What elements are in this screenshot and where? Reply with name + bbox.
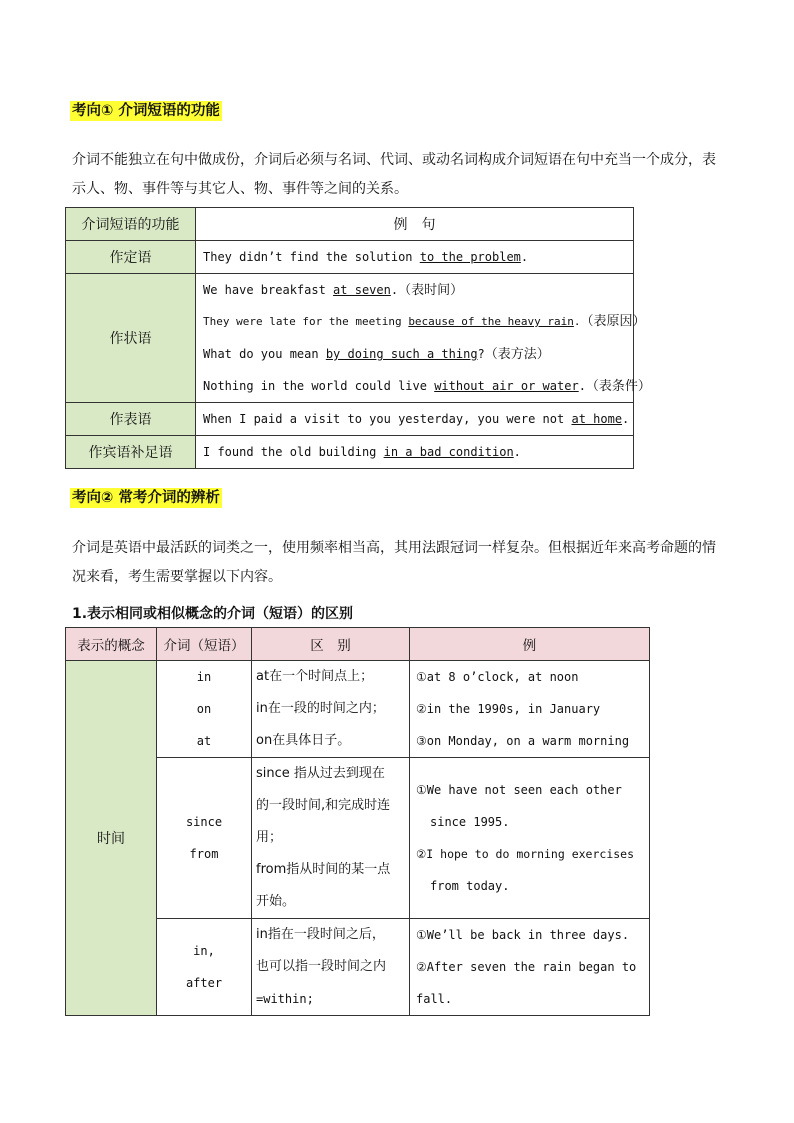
- row-label: 作状语: [66, 274, 196, 403]
- row-examples: [196, 436, 634, 469]
- prep-cell: in on at: [157, 661, 252, 758]
- header-example: 例: [410, 628, 650, 661]
- example-sentence: We have breakfast at seven.（表时间）: [203, 283, 464, 298]
- section-intro-2: [72, 534, 732, 592]
- example-sentence: I found the old building in a bad condition.: [203, 445, 521, 459]
- table-row: [66, 436, 634, 469]
- table-row: [66, 403, 634, 436]
- table-row: [66, 241, 634, 274]
- section-intro-1: [72, 146, 732, 204]
- table-header-row: [66, 628, 650, 661]
- header-difference: 区 别: [252, 628, 410, 661]
- example-sentence: What do you mean by doing such a thing?（表方法）: [203, 347, 550, 362]
- difference-cell: since 指从过去到现在 的一段时间,和完成时连 用； from指从时间的某一点 开始。: [252, 758, 410, 919]
- section-heading-2: 考向② 常考介词的辨析: [72, 490, 220, 506]
- header-example: 例 句: [196, 208, 634, 241]
- example-cell: ①at 8 o’clock, at noon ②in the 1990s, in January ③on Monday, on a warm morning: [410, 661, 650, 758]
- example-cell: ①We’ll be back in three days. ②After seven the rain began to fall.: [410, 919, 650, 1016]
- prep-phrase-function-table: [65, 207, 651, 469]
- prep-comparison-table: [65, 627, 650, 1016]
- header-function: 介词短语的功能: [66, 208, 196, 241]
- example-sentence: When I paid a visit to you yesterday, you were not at home.: [203, 412, 630, 426]
- prep-cell: in, after: [157, 919, 252, 1016]
- row-label: 作宾语补足语: [66, 436, 196, 469]
- intro-line: 示人、物、事件等与其它人、物、事件等之间的关系。: [72, 181, 408, 197]
- example-sentence: Nothing in the world could live without air or water.（表条件）: [203, 379, 651, 394]
- header-concept: 表示的概念: [66, 628, 157, 661]
- intro-line: 介词不能独立在句中做成份，介词后必须与名词、代词、或动名词构成介词短语在句中充当一个成分，表: [72, 152, 716, 168]
- section-heading-1: 考向① 介词短语的功能: [72, 103, 220, 119]
- row-examples: [196, 403, 634, 436]
- example-sentence: They didn’t find the solution to the problem.: [203, 250, 529, 264]
- intro-line: 介词是英语中最活跃的词类之一，使用频率相当高，其用法跟冠词一样复杂。但根据近年来高考命题的情: [72, 540, 716, 556]
- difference-cell: at在一个时间点上； in在一段的时间之内； on在具体日子。: [252, 661, 410, 758]
- table-header-row: [66, 208, 634, 241]
- difference-cell: in指在一段时间之后， 也可以指一段时间之内 =within;: [252, 919, 410, 1016]
- header-prep: 介词（短语）: [157, 628, 252, 661]
- row-label: 作表语: [66, 403, 196, 436]
- category-cell: 时间: [66, 661, 157, 1016]
- table-row: [66, 661, 650, 758]
- example-sentence: They were late for the meeting because of the heavy rain.（表原因）: [203, 314, 646, 329]
- row-examples: [196, 274, 651, 403]
- row-examples: [196, 241, 634, 274]
- prep-cell: since from: [157, 758, 252, 919]
- subheading: 1.表示相同或相似概念的介词（短语）的区别: [72, 606, 354, 622]
- row-label: 作定语: [66, 241, 196, 274]
- intro-line: 况来看，考生需要掌握以下内容。: [72, 569, 282, 585]
- example-cell: ①We have not seen each other since 1995. ②I hope to do morning exercises from today.: [410, 758, 650, 919]
- table-row: [66, 274, 634, 403]
